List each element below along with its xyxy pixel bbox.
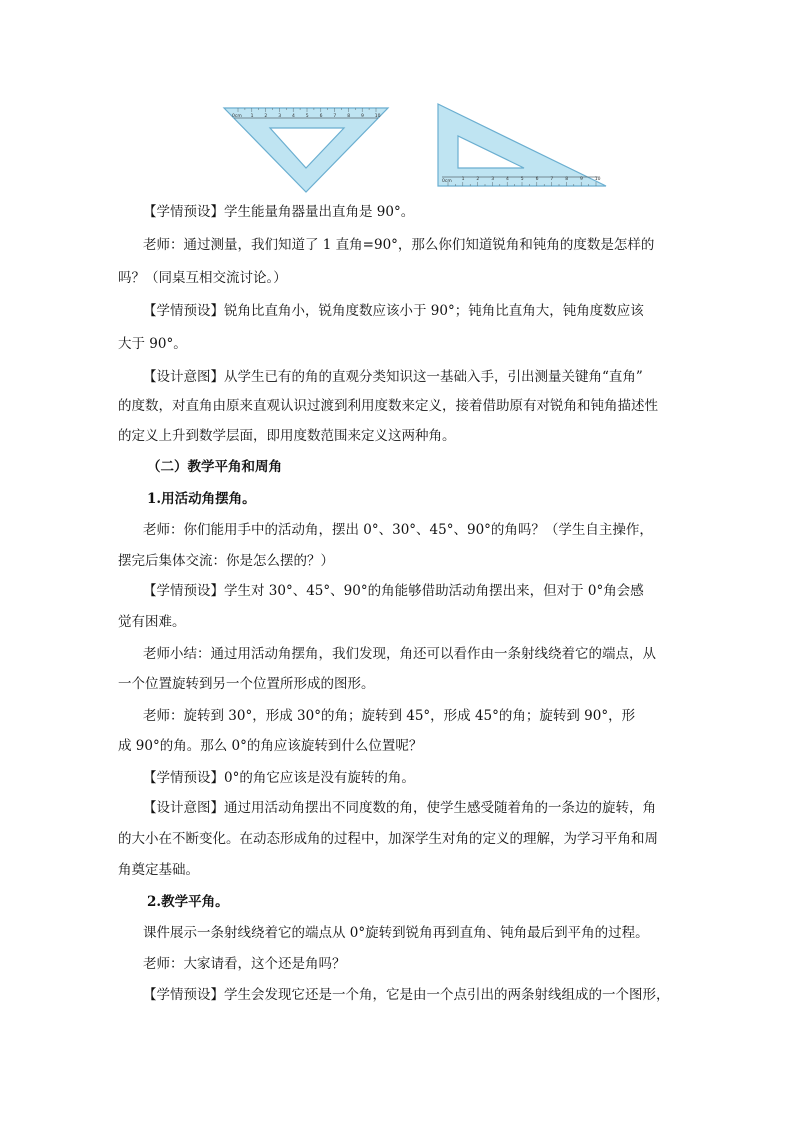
ruler-tick-label: 4 <box>292 114 295 119</box>
paragraph-line: 吗？（同桌互相交流讨论。） <box>118 270 287 286</box>
ruler-tick-label: 6 <box>535 177 539 182</box>
paragraph-line: 的大小在不断变化。在动态形成角的过程中，加深学生对角的定义的理解，为学习平角和周 <box>118 831 658 847</box>
ruler-tick-label: 6 <box>319 114 323 119</box>
paragraph-line: 【设计意图】从学生已有的角的直观分类知识这一基础入手，引出测量关键角“直角” <box>143 369 643 385</box>
paragraph-line: 老师：大家请看，这个还是角吗？ <box>143 956 346 972</box>
ruler-tick-label: 5 <box>520 177 524 182</box>
ruler-tick-label: 2 <box>476 177 480 182</box>
paragraph-line: 的定义上升到数学层面，即用度数范围来定义这两种角。 <box>118 428 456 444</box>
paragraph-line: 的度数，对直角由原来直观认识过渡到利用度数来定义，接着借助原有对锐角和钝角描述性 <box>118 398 658 414</box>
paragraph-line: 老师：通过测量，我们知道了 1 直角=90°，那么你们知道锐角和钝角的度数是怎样的 <box>143 237 655 253</box>
ruler1-start-label: 0cm <box>232 114 242 119</box>
paragraph-line: 【学情预设】学生会发现它还是一个角，它是由一个点引出的两条射线组成的一个图形， <box>143 987 670 1003</box>
ruler-tick-label: 10 <box>594 177 601 182</box>
subsection-heading: 2.教学平角。 <box>147 894 229 910</box>
paragraph-line: 【学情预设】学生能量角器量出直角是 90°。 <box>143 204 415 220</box>
ruler-tick-label: 7 <box>333 114 337 119</box>
ruler-tick-label: 10 <box>374 114 381 119</box>
ruler-tick-label: 3 <box>491 177 495 182</box>
paragraph-line: 老师小结：通过用活动角摆角，我们发现，角还可以看作由一条射线绕着它的端点，从 <box>143 646 656 662</box>
subsection-heading: 1.用活动角摆角。 <box>147 491 256 507</box>
paragraph-line: 大于 90°。 <box>118 336 187 352</box>
ruler-tick-label: 3 <box>278 114 282 119</box>
ruler-tick-label: 8 <box>565 177 569 182</box>
paragraph-line: 【学情预设】学生对 30°、45°、90°的角能够借助活动角摆出来，但对于 0°角会感 <box>143 583 644 599</box>
set-square-30-60-icon <box>434 100 610 196</box>
ruler-tick-label: 1 <box>461 177 465 182</box>
paragraph-line: 课件展示一条射线绕着它的端点从 0°旋转到锐角再到直角、钝角最后到平角的过程。 <box>143 925 649 941</box>
ruler-tick-label: 1 <box>250 114 254 119</box>
ruler-tick-label: 9 <box>580 177 583 182</box>
set-squares-figure <box>220 100 610 196</box>
paragraph-line: 老师：你们能用手中的活动角，摆出 0°、30°、45°、90°的角吗？（学生自主操作， <box>143 522 653 538</box>
set-square-isosceles-icon <box>220 100 392 196</box>
section-heading: （二）教学平角和周角 <box>147 459 282 475</box>
ruler-tick-label: 7 <box>550 177 554 182</box>
paragraph-line: 【设计意图】通过用活动角摆出不同度数的角，使学生感受随着角的一条边的旋转，角 <box>143 800 656 816</box>
ruler-tick-label: 8 <box>347 114 351 119</box>
ruler-tick-label: 5 <box>305 114 309 119</box>
paragraph-line: 【学情预设】锐角比直角小，锐角度数应该小于 90°；钝角比直角大，钝角度数应该 <box>143 303 644 319</box>
ruler-tick-label: 2 <box>264 114 268 119</box>
paragraph-line: 觉有困难。 <box>118 614 186 630</box>
paragraph-line: 角奠定基础。 <box>118 862 199 878</box>
paragraph-line: 一个位置旋转到另一个位置所形成的图形。 <box>118 676 375 692</box>
paragraph-line: 成 90°的角。那么 0°的角应该旋转到什么位置呢？ <box>118 738 423 754</box>
ruler2-start-label: 0cm <box>442 179 452 184</box>
ruler-tick-label: 9 <box>361 114 364 119</box>
ruler-tick-label: 4 <box>506 177 509 182</box>
paragraph-line: 老师：旋转到 30°，形成 30°的角；旋转到 45°，形成 45°的角；旋转到 90°，形 <box>143 708 636 724</box>
paragraph-line: 【学情预设】0°的角它应该是没有旋转的角。 <box>143 770 415 786</box>
paragraph-line: 摆完后集体交流：你是怎么摆的？） <box>118 553 334 569</box>
